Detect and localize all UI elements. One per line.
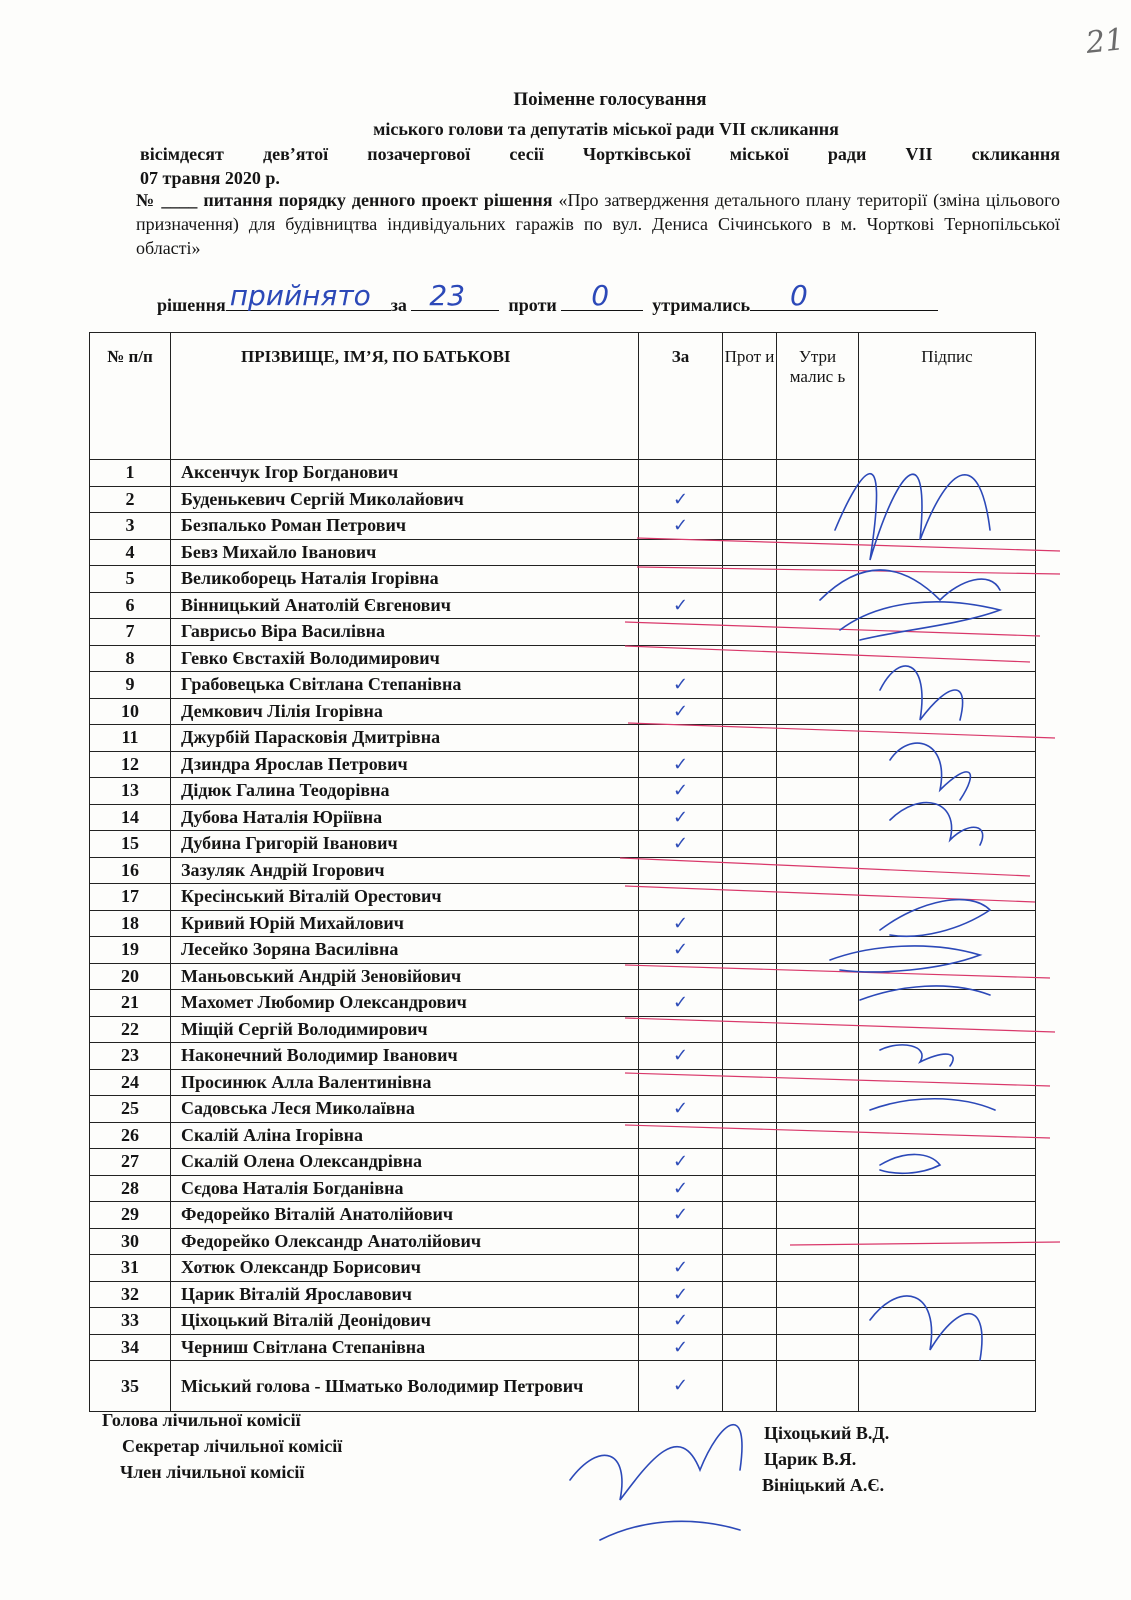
vote-abstained-cell — [777, 1016, 859, 1043]
vote-against-cell — [723, 645, 777, 672]
vote-abstained-cell — [777, 1122, 859, 1149]
vote-for-cell: ✓ — [639, 1149, 723, 1176]
signature-cell — [859, 513, 1036, 540]
vote-for-cell — [639, 566, 723, 593]
vote-against-cell — [723, 1361, 777, 1412]
signature-cell — [859, 645, 1036, 672]
table-row — [90, 1361, 1036, 1412]
commission-signature — [570, 1425, 742, 1500]
vote-for-cell — [639, 963, 723, 990]
vote-against-cell — [723, 778, 777, 805]
vote-table — [89, 332, 1036, 1412]
vote-abstained-cell — [777, 698, 859, 725]
signature-cell — [859, 910, 1036, 937]
vote-against-cell — [723, 910, 777, 937]
row-number: 10 — [90, 698, 171, 725]
table-row — [90, 566, 1036, 593]
member-name: Наконечний Володимир Іванович — [171, 1043, 639, 1070]
page-number: 21 — [1084, 22, 1126, 61]
row-number: 13 — [90, 778, 171, 805]
member-name: Безпалько Роман Петрович — [171, 513, 639, 540]
member-name: Хотюк Олександр Борисович — [171, 1255, 639, 1282]
table-row — [90, 1016, 1036, 1043]
table-row — [90, 1175, 1036, 1202]
signature-cell — [859, 1334, 1036, 1361]
document-title: Поіменне голосування — [513, 89, 707, 110]
header-line-2: міського голови та депутатів міської ради VII скликання — [373, 119, 839, 139]
member-name: Міщій Сергій Володимирович — [171, 1016, 639, 1043]
vote-for-cell: ✓ — [639, 1361, 723, 1412]
vote-abstained-cell — [777, 1228, 859, 1255]
signature-cell — [859, 486, 1036, 513]
vote-against-cell — [723, 672, 777, 699]
table-row — [90, 672, 1036, 699]
member-name: Лесейко Зоряна Василівна — [171, 937, 639, 964]
vote-abstained-cell — [777, 460, 859, 487]
signature-cell — [859, 698, 1036, 725]
signature-cell — [859, 1122, 1036, 1149]
table-row — [90, 857, 1036, 884]
vote-abstained-cell — [777, 1043, 859, 1070]
vote-for-cell: ✓ — [639, 910, 723, 937]
vote-for-cell: ✓ — [639, 1175, 723, 1202]
signature-cell — [859, 1043, 1036, 1070]
table-row — [90, 1281, 1036, 1308]
signature-cell — [859, 460, 1036, 487]
against-field — [561, 279, 643, 312]
vote-for-cell — [639, 619, 723, 646]
vote-for-cell: ✓ — [639, 1096, 723, 1123]
header-date: 07 травня 2020 р. — [140, 168, 280, 188]
vote-for-cell — [639, 645, 723, 672]
vote-abstained-cell — [777, 1175, 859, 1202]
vote-for-cell: ✓ — [639, 804, 723, 831]
question-label: питання порядку денного проект рішення — [203, 190, 553, 210]
signature-cell — [859, 884, 1036, 911]
row-number: 17 — [90, 884, 171, 911]
vote-against-cell — [723, 1281, 777, 1308]
vote-against-cell — [723, 592, 777, 619]
row-number: 3 — [90, 513, 171, 540]
vote-for-cell — [639, 1228, 723, 1255]
vote-for-cell — [639, 1016, 723, 1043]
table-row — [90, 1334, 1036, 1361]
signature-cell — [859, 804, 1036, 831]
row-number: 24 — [90, 1069, 171, 1096]
commission-member-name: Вініцький А.Є. — [762, 1475, 885, 1495]
vote-against-cell — [723, 1308, 777, 1335]
table-row — [90, 1096, 1036, 1123]
for-label: за — [390, 295, 407, 315]
vote-against-cell — [723, 1016, 777, 1043]
vote-against-cell — [723, 1334, 777, 1361]
signature-cell — [859, 831, 1036, 858]
member-name: Скалій Олена Олександрівна — [171, 1149, 639, 1176]
signature-cell — [859, 1149, 1036, 1176]
vote-against-cell — [723, 963, 777, 990]
vote-against-cell — [723, 1255, 777, 1282]
commission-chair-label: Голова лічильної комісії — [102, 1410, 301, 1430]
vote-against-cell — [723, 460, 777, 487]
member-name: Садовська Леся Миколаївна — [171, 1096, 639, 1123]
member-name: Джурбій Парасковія Дмитрівна — [171, 725, 639, 752]
table-row — [90, 539, 1036, 566]
signature-cell — [859, 963, 1036, 990]
row-number: 11 — [90, 725, 171, 752]
col-header-name: ПРІЗВИЩЕ, ІМ’Я, ПО БАТЬКОВІ — [171, 333, 639, 460]
vote-for-cell: ✓ — [639, 592, 723, 619]
signature-cell — [859, 857, 1036, 884]
vote-for-cell — [639, 539, 723, 566]
table-row — [90, 645, 1036, 672]
signature-cell — [859, 751, 1036, 778]
row-number: 18 — [90, 910, 171, 937]
table-row — [90, 1122, 1036, 1149]
table-row — [90, 513, 1036, 540]
vote-against-cell — [723, 1228, 777, 1255]
vote-abstained-cell — [777, 486, 859, 513]
signature-cell — [859, 1361, 1036, 1412]
row-number: 25 — [90, 1096, 171, 1123]
vote-against-cell — [723, 1069, 777, 1096]
table-row — [90, 725, 1036, 752]
member-name: Дзиндра Ярослав Петрович — [171, 751, 639, 778]
signature-cell — [859, 937, 1036, 964]
vote-abstained-cell — [777, 884, 859, 911]
abstained-value: 0 — [790, 279, 808, 312]
vote-abstained-cell — [777, 990, 859, 1017]
vote-for-cell — [639, 1122, 723, 1149]
row-number: 30 — [90, 1228, 171, 1255]
col-header-num: № п/п — [90, 333, 171, 460]
vote-for-cell: ✓ — [639, 937, 723, 964]
abstained-field — [750, 279, 938, 312]
member-name: Дубова Наталія Юріївна — [171, 804, 639, 831]
signature-cell — [859, 672, 1036, 699]
vote-against-cell — [723, 725, 777, 752]
table-row — [90, 937, 1036, 964]
member-name: Федорейко Віталій Анатолійович — [171, 1202, 639, 1229]
vote-for-cell: ✓ — [639, 672, 723, 699]
vote-for-cell — [639, 857, 723, 884]
vote-abstained-cell — [777, 645, 859, 672]
vote-abstained-cell — [777, 910, 859, 937]
question-number: № ____ — [136, 190, 198, 210]
table-row — [90, 486, 1036, 513]
vote-against-cell — [723, 1096, 777, 1123]
vote-abstained-cell — [777, 1334, 859, 1361]
row-number: 6 — [90, 592, 171, 619]
member-name: Махомет Любомир Олександрович — [171, 990, 639, 1017]
vote-for-cell: ✓ — [639, 698, 723, 725]
vote-abstained-cell — [777, 566, 859, 593]
row-number: 22 — [90, 1016, 171, 1043]
vote-abstained-cell — [777, 831, 859, 858]
row-number: 29 — [90, 1202, 171, 1229]
vote-for-cell: ✓ — [639, 778, 723, 805]
row-number: 28 — [90, 1175, 171, 1202]
row-number: 27 — [90, 1149, 171, 1176]
vote-for-cell: ✓ — [639, 751, 723, 778]
signature-cell — [859, 592, 1036, 619]
commission-member-label: Член лічильної комісії — [120, 1462, 305, 1482]
vote-abstained-cell — [777, 1149, 859, 1176]
member-name: Демкович Лілія Ігорівна — [171, 698, 639, 725]
row-number: 23 — [90, 1043, 171, 1070]
col-header-against: Прот и — [723, 333, 777, 460]
row-number: 31 — [90, 1255, 171, 1282]
vote-for-cell: ✓ — [639, 1202, 723, 1229]
member-name: Скалій Аліна Ігорівна — [171, 1122, 639, 1149]
table-row — [90, 1255, 1036, 1282]
signature-cell — [859, 1308, 1036, 1335]
member-name: Ціхоцький Віталій Деонідович — [171, 1308, 639, 1335]
vote-abstained-cell — [777, 778, 859, 805]
signature-cell — [859, 1016, 1036, 1043]
col-header-abstained: Утри малис ь — [777, 333, 859, 460]
vote-abstained-cell — [777, 937, 859, 964]
member-name: Дідюк Галина Теодорівна — [171, 778, 639, 805]
table-row — [90, 698, 1036, 725]
vote-abstained-cell — [777, 1096, 859, 1123]
vote-against-cell — [723, 990, 777, 1017]
vote-abstained-cell — [777, 1255, 859, 1282]
vote-for-cell: ✓ — [639, 1043, 723, 1070]
decision-field — [226, 279, 391, 312]
member-name: Кривий Юрій Михайлович — [171, 910, 639, 937]
vote-against-cell — [723, 486, 777, 513]
col-header-signature: Підпис — [859, 333, 1036, 460]
table-row — [90, 1069, 1036, 1096]
signature-cell — [859, 1069, 1036, 1096]
table-row — [90, 751, 1036, 778]
against-value: 0 — [591, 279, 610, 312]
vote-abstained-cell — [777, 725, 859, 752]
vote-against-cell — [723, 804, 777, 831]
vote-abstained-cell — [777, 1308, 859, 1335]
member-name: Великоборець Наталія Ігорівна — [171, 566, 639, 593]
signature-cell — [859, 1281, 1036, 1308]
table-row — [90, 778, 1036, 805]
row-number: 33 — [90, 1308, 171, 1335]
vote-against-cell — [723, 1043, 777, 1070]
vote-for-cell: ✓ — [639, 513, 723, 540]
vote-abstained-cell — [777, 619, 859, 646]
table-row — [90, 619, 1036, 646]
vote-abstained-cell — [777, 1069, 859, 1096]
vote-abstained-cell — [777, 857, 859, 884]
signature-cell — [859, 619, 1036, 646]
member-name: Царик Віталій Ярославович — [171, 1281, 639, 1308]
table-row — [90, 1149, 1036, 1176]
vote-for-cell: ✓ — [639, 1281, 723, 1308]
row-number: 8 — [90, 645, 171, 672]
signature-cell — [859, 1175, 1036, 1202]
table-row — [90, 1228, 1036, 1255]
vote-against-cell — [723, 1202, 777, 1229]
row-number: 5 — [90, 566, 171, 593]
vote-against-cell — [723, 751, 777, 778]
row-number: 9 — [90, 672, 171, 699]
signature-cell — [859, 1202, 1036, 1229]
signature-cell — [859, 1228, 1036, 1255]
signature-cell — [859, 725, 1036, 752]
member-name: Аксенчук Ігор Богданович — [171, 460, 639, 487]
commission-chair-name: Ціхоцький В.Д. — [764, 1423, 890, 1443]
row-number: 20 — [90, 963, 171, 990]
member-name: Вінницький Анатолій Євгенович — [171, 592, 639, 619]
table-row — [90, 963, 1036, 990]
commission-secretary-name: Царик В.Я. — [764, 1449, 857, 1469]
table-row — [90, 1308, 1036, 1335]
member-name: Федорейко Олександр Анатолійович — [171, 1228, 639, 1255]
vote-abstained-cell — [777, 751, 859, 778]
question-text: «Про затвердження детального плану території (зміна цільового призначення) для будівництва індивідуальних гаражів по вул. Дениса Січинського в м. Чорткові Тернопільської області» — [136, 190, 1061, 258]
vote-against-cell — [723, 698, 777, 725]
vote-for-cell — [639, 460, 723, 487]
vote-abstained-cell — [777, 513, 859, 540]
member-name: Бевз Михайло Іванович — [171, 539, 639, 566]
table-row — [90, 1043, 1036, 1070]
decision-label: рішення — [157, 295, 226, 315]
row-number: 2 — [90, 486, 171, 513]
vote-against-cell — [723, 619, 777, 646]
row-number: 15 — [90, 831, 171, 858]
vote-for-cell: ✓ — [639, 831, 723, 858]
member-name: Черниш Світлана Степанівна — [171, 1334, 639, 1361]
member-name: Дубина Григорій Іванович — [171, 831, 639, 858]
vote-for-cell — [639, 725, 723, 752]
vote-against-cell — [723, 1149, 777, 1176]
vote-against-cell — [723, 566, 777, 593]
decision-value: прийнято — [229, 279, 371, 312]
vote-table-body — [90, 460, 1036, 1412]
row-number: 26 — [90, 1122, 171, 1149]
signature-cell — [859, 539, 1036, 566]
agenda-question — [136, 188, 1060, 260]
table-row — [90, 831, 1036, 858]
signature-cell — [859, 566, 1036, 593]
signature-cell — [859, 1096, 1036, 1123]
row-number: 14 — [90, 804, 171, 831]
vote-for-cell: ✓ — [639, 1255, 723, 1282]
vote-abstained-cell — [777, 539, 859, 566]
commission-signature — [600, 1521, 740, 1540]
against-label: проти — [508, 295, 557, 315]
table-row — [90, 804, 1036, 831]
row-number: 19 — [90, 937, 171, 964]
member-name: Просинюк Алла Валентинівна — [171, 1069, 639, 1096]
row-number: 35 — [90, 1361, 171, 1412]
row-number: 16 — [90, 857, 171, 884]
for-field — [411, 279, 499, 312]
vote-against-cell — [723, 513, 777, 540]
vote-against-cell — [723, 539, 777, 566]
table-row — [90, 884, 1036, 911]
signature-cell — [859, 778, 1036, 805]
vote-for-cell: ✓ — [639, 1334, 723, 1361]
vote-abstained-cell — [777, 1202, 859, 1229]
member-name: Гевко Євстахій Володимирович — [171, 645, 639, 672]
row-number: 1 — [90, 460, 171, 487]
table-row — [90, 460, 1036, 487]
member-name: Міський голова - Шматько Володимир Петрович — [171, 1361, 639, 1412]
row-number: 32 — [90, 1281, 171, 1308]
vote-against-cell — [723, 884, 777, 911]
vote-for-cell — [639, 1069, 723, 1096]
vote-abstained-cell — [777, 804, 859, 831]
vote-against-cell — [723, 857, 777, 884]
header-session-line: вісімдесят дев’ятої позачергової сесії Чортківської міської ради VII скликання — [140, 144, 1060, 164]
vote-against-cell — [723, 937, 777, 964]
row-number: 4 — [90, 539, 171, 566]
result-line — [157, 279, 938, 316]
vote-for-cell — [639, 884, 723, 911]
table-row — [90, 1202, 1036, 1229]
member-name: Маньовський Андрій Зеновійович — [171, 963, 639, 990]
member-name: Грабовецька Світлана Степанівна — [171, 672, 639, 699]
table-row — [90, 990, 1036, 1017]
member-name: Кресінський Віталій Орестович — [171, 884, 639, 911]
row-number: 34 — [90, 1334, 171, 1361]
row-number: 12 — [90, 751, 171, 778]
vote-table-header — [90, 333, 1036, 460]
member-name: Сєдова Наталія Богданівна — [171, 1175, 639, 1202]
vote-against-cell — [723, 1175, 777, 1202]
vote-abstained-cell — [777, 963, 859, 990]
member-name: Буденькевич Сергій Миколайович — [171, 486, 639, 513]
signature-cell — [859, 1255, 1036, 1282]
vote-for-cell: ✓ — [639, 486, 723, 513]
vote-against-cell — [723, 831, 777, 858]
vote-for-cell: ✓ — [639, 1308, 723, 1335]
signature-cell — [859, 990, 1036, 1017]
vote-against-cell — [723, 1122, 777, 1149]
abstained-label: утримались — [652, 295, 750, 315]
table-row — [90, 910, 1036, 937]
vote-abstained-cell — [777, 1281, 859, 1308]
row-number: 21 — [90, 990, 171, 1017]
vote-abstained-cell — [777, 1361, 859, 1412]
row-number: 7 — [90, 619, 171, 646]
col-header-for: За — [639, 333, 723, 460]
member-name: Гаврисьо Віра Василівна — [171, 619, 639, 646]
member-name: Зазуляк Андрій Ігорович — [171, 857, 639, 884]
for-value: 23 — [429, 279, 466, 312]
table-row — [90, 592, 1036, 619]
vote-abstained-cell — [777, 592, 859, 619]
vote-for-cell: ✓ — [639, 990, 723, 1017]
vote-abstained-cell — [777, 672, 859, 699]
commission-secretary-label: Секретар лічильної комісії — [122, 1436, 343, 1456]
